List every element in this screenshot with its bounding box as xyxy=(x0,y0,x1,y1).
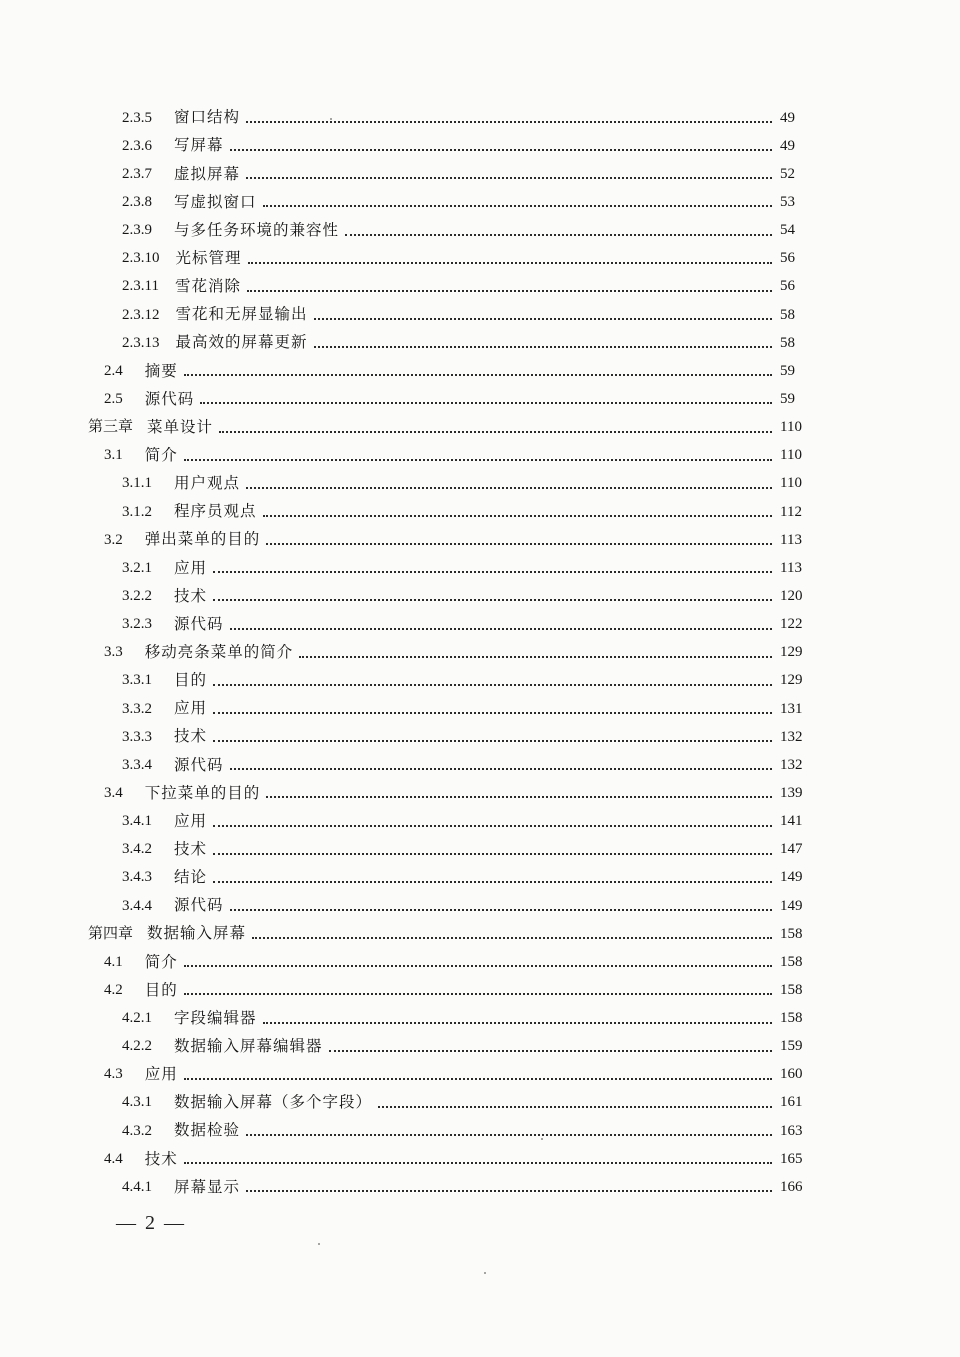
dot-leader xyxy=(219,431,772,433)
toc-entry-page-number: 163 xyxy=(780,1122,803,1139)
dot-leader xyxy=(230,909,772,911)
toc-entry xyxy=(0,301,960,329)
toc-entry xyxy=(0,1145,960,1173)
dot-leader xyxy=(184,993,772,995)
toc-entry-title: 移动亮条菜单的简介 xyxy=(144,642,294,661)
toc-entry-page-number: 110 xyxy=(780,419,802,436)
toc-entry-page-number: 110 xyxy=(780,475,802,492)
dot-leader xyxy=(184,1078,772,1080)
toc-entry-title: 下拉菜单的目的 xyxy=(144,783,261,802)
toc-entry-title: 数据输入屏幕编辑器 xyxy=(174,1036,323,1055)
toc-entry-page-number: 49 xyxy=(780,109,795,126)
toc-entry-page-number: 113 xyxy=(780,559,802,576)
toc-entry-page-number: 112 xyxy=(780,503,802,520)
dot-leader xyxy=(263,515,772,517)
dot-leader xyxy=(246,177,772,179)
table-of-contents xyxy=(0,104,960,1201)
toc-entry-number: 3.1 xyxy=(104,447,123,464)
toc-entry-page-number: 132 xyxy=(780,728,803,745)
toc-entry xyxy=(0,498,960,526)
toc-entry-title: 应用 xyxy=(174,699,208,718)
toc-entry-number: 3.1.1 xyxy=(122,475,152,492)
toc-entry-title: 弹出菜单的目的 xyxy=(144,530,261,549)
toc-entry xyxy=(0,104,960,132)
toc-entry-page-number: 147 xyxy=(780,841,803,858)
toc-entry-page-number: 149 xyxy=(780,869,803,886)
toc-entry-number: 3.2.3 xyxy=(122,616,152,633)
toc-entry-title: 应用 xyxy=(144,1065,178,1084)
dot-leader xyxy=(329,1050,772,1052)
toc-entry xyxy=(0,779,960,807)
toc-entry-page-number: 159 xyxy=(780,1038,803,1055)
toc-entry-number: 3.3.3 xyxy=(122,728,152,745)
dot-leader xyxy=(213,825,772,827)
dot-leader xyxy=(184,459,772,461)
dot-leader xyxy=(213,571,772,573)
dot-leader xyxy=(230,149,772,151)
toc-entry xyxy=(0,414,960,442)
dot-leader xyxy=(246,1190,772,1192)
toc-entry-title: 源代码 xyxy=(144,389,195,408)
toc-entry xyxy=(0,723,960,751)
dot-leader xyxy=(246,1134,772,1136)
dot-leader xyxy=(314,318,772,320)
toc-entry-title: 写屏幕 xyxy=(174,136,224,155)
toc-entry xyxy=(0,526,960,554)
toc-entry-number: 3.3.2 xyxy=(122,700,152,717)
toc-entry-page-number: 129 xyxy=(780,644,803,661)
dot-leader xyxy=(248,262,772,264)
dot-leader xyxy=(252,937,772,939)
toc-entry xyxy=(0,273,960,301)
toc-entry-number: 4.2.1 xyxy=(122,1010,152,1027)
toc-entry xyxy=(0,245,960,273)
toc-entry-page-number: 158 xyxy=(780,1010,803,1027)
toc-entry-title: 写虚拟窗口 xyxy=(174,192,257,211)
toc-entry-title: 数据输入屏幕 xyxy=(147,924,247,943)
toc-entry xyxy=(0,976,960,1004)
toc-entry-number: 3.4.1 xyxy=(122,813,152,830)
toc-entry-number: 2.3.10 xyxy=(122,250,160,267)
toc-entry-number: 4.3.1 xyxy=(122,1094,152,1111)
toc-entry-number: 2.3.5 xyxy=(122,109,152,126)
toc-entry-title: 目的 xyxy=(144,980,178,999)
toc-entry-page-number: 59 xyxy=(780,362,795,379)
toc-entry-page-number: 149 xyxy=(780,897,803,914)
toc-entry-number: 3.3.4 xyxy=(122,756,152,773)
toc-entry xyxy=(0,639,960,667)
dot-leader xyxy=(184,965,772,967)
toc-entry-number: 3.4.3 xyxy=(122,869,152,886)
toc-entry xyxy=(0,808,960,836)
toc-entry-title: 技术 xyxy=(174,727,208,746)
toc-entry-page-number: 120 xyxy=(780,587,803,604)
toc-entry xyxy=(0,329,960,357)
toc-entry-page-number: 54 xyxy=(780,222,795,239)
toc-entry-number: 4.1 xyxy=(104,953,123,970)
dot-leader xyxy=(200,402,772,404)
toc-entry-title: 用户观点 xyxy=(174,474,241,493)
toc-entry-title: 技术 xyxy=(174,839,208,858)
dot-leader xyxy=(230,768,772,770)
toc-entry-number: 2.3.7 xyxy=(122,165,152,182)
toc-entry-number: 第四章 xyxy=(88,925,134,942)
toc-entry-page-number: 113 xyxy=(780,531,802,548)
toc-entry xyxy=(0,864,960,892)
toc-entry-number: 4.2.2 xyxy=(122,1038,152,1055)
dot-leader xyxy=(266,796,772,798)
toc-entry-title: 目的 xyxy=(174,671,208,690)
toc-entry-title: 技术 xyxy=(144,1149,178,1168)
toc-entry xyxy=(0,385,960,413)
toc-entry-page-number: 56 xyxy=(780,278,795,295)
toc-entry-title: 与多任务环境的兼容性 xyxy=(174,220,340,239)
toc-entry-number: 4.3 xyxy=(104,1066,123,1083)
toc-entry-page-number: 158 xyxy=(780,953,803,970)
toc-entry-number: 2.3.9 xyxy=(122,222,152,239)
dot-leader xyxy=(314,346,772,348)
toc-entry-number: 2.3.8 xyxy=(122,193,152,210)
toc-entry-title: 数据输入屏幕（多个字段） xyxy=(174,1093,373,1112)
toc-entry-page-number: 132 xyxy=(780,756,803,773)
toc-entry-number: 3.3 xyxy=(104,644,123,661)
toc-entry-page-number: 161 xyxy=(780,1094,803,1111)
toc-entry-title: 菜单设计 xyxy=(147,417,214,436)
toc-entry xyxy=(0,1117,960,1145)
toc-entry-number: 3.1.2 xyxy=(122,503,152,520)
toc-entry-page-number: 53 xyxy=(780,193,795,210)
scan-speck xyxy=(484,1272,486,1274)
toc-entry-page-number: 129 xyxy=(780,672,803,689)
toc-entry-number: 3.3.1 xyxy=(122,672,152,689)
dot-leader xyxy=(213,712,772,714)
dot-leader xyxy=(263,205,772,207)
toc-entry-number: 3.2.2 xyxy=(122,587,152,604)
toc-entry-title: 雪花消除 xyxy=(174,277,241,296)
dot-leader xyxy=(213,740,772,742)
toc-entry-number: 4.2 xyxy=(104,981,123,998)
toc-entry-title: 结论 xyxy=(174,868,208,887)
scan-speck xyxy=(330,118,332,120)
scan-speck xyxy=(541,1138,543,1140)
toc-entry-page-number: 158 xyxy=(780,925,803,942)
toc-entry xyxy=(0,1061,960,1089)
toc-entry xyxy=(0,667,960,695)
dot-leader xyxy=(247,290,772,292)
toc-entry-title: 应用 xyxy=(174,558,208,577)
toc-entry-page-number: 49 xyxy=(780,137,795,154)
dot-leader xyxy=(378,1106,772,1108)
toc-entry-title: 简介 xyxy=(144,446,178,464)
toc-entry xyxy=(0,1005,960,1033)
toc-entry xyxy=(0,751,960,779)
toc-entry-page-number: 110 xyxy=(780,447,802,464)
toc-entry xyxy=(0,836,960,864)
toc-entry-title: 光标管理 xyxy=(175,249,242,268)
toc-entry-page-number: 141 xyxy=(780,813,803,830)
dot-leader xyxy=(213,853,772,855)
toc-entry-number: 4.4 xyxy=(104,1150,123,1167)
dot-leader xyxy=(266,543,772,545)
toc-entry xyxy=(0,948,960,976)
toc-entry-page-number: 122 xyxy=(780,616,803,633)
toc-entry xyxy=(0,188,960,216)
toc-entry xyxy=(0,132,960,160)
toc-entry-number: 第三章 xyxy=(88,419,134,436)
toc-entry xyxy=(0,582,960,610)
toc-entry-number: 2.5 xyxy=(104,390,123,407)
dot-leader xyxy=(184,374,772,376)
toc-entry-page-number: 58 xyxy=(780,334,795,351)
toc-entry-title: 摘要 xyxy=(144,361,178,380)
toc-entry-title: 程序员观点 xyxy=(174,502,257,521)
toc-entry-title: 数据检验 xyxy=(174,1121,241,1140)
toc-entry-title: 最高效的屏幕更新 xyxy=(175,333,308,352)
toc-entry-title: 源代码 xyxy=(174,614,224,633)
dot-leader xyxy=(246,487,772,489)
dot-leader xyxy=(246,121,772,123)
toc-entry-number: 3.4 xyxy=(104,784,123,801)
toc-entry-title: 雪花和无屏显输出 xyxy=(175,305,308,324)
toc-entry xyxy=(0,442,960,470)
toc-entry-page-number: 56 xyxy=(780,250,795,267)
toc-entry-title: 窗口结构 xyxy=(174,108,241,127)
toc-entry-number: 2.3.12 xyxy=(122,306,160,323)
dot-leader xyxy=(345,234,772,236)
toc-entry xyxy=(0,920,960,948)
toc-entry xyxy=(0,217,960,245)
toc-entry-number: 2.3.13 xyxy=(122,334,160,351)
toc-entry xyxy=(0,695,960,723)
dot-leader xyxy=(213,599,772,601)
toc-entry-title: 技术 xyxy=(174,586,208,605)
toc-entry xyxy=(0,1173,960,1201)
page-number-footer: — 2 — xyxy=(116,1212,186,1234)
toc-entry-page-number: 139 xyxy=(780,784,803,801)
toc-entry xyxy=(0,160,960,188)
toc-entry-page-number: 165 xyxy=(780,1150,803,1167)
toc-entry-page-number: 160 xyxy=(780,1066,803,1083)
toc-entry-title: 应用 xyxy=(174,811,208,830)
toc-entry-number: 2.3.6 xyxy=(122,137,152,154)
toc-entry-number: 2.4 xyxy=(104,362,123,379)
toc-entry xyxy=(0,1033,960,1061)
toc-entry-title: 虚拟屏幕 xyxy=(174,164,241,183)
dot-leader xyxy=(213,881,772,883)
toc-entry-title: 源代码 xyxy=(174,896,224,915)
toc-entry-title: 源代码 xyxy=(174,755,224,774)
toc-entry-page-number: 166 xyxy=(780,1178,803,1195)
toc-entry xyxy=(0,554,960,582)
dot-leader xyxy=(299,656,772,658)
scan-speck xyxy=(318,1243,320,1245)
toc-entry-page-number: 158 xyxy=(780,981,803,998)
dot-leader xyxy=(230,628,772,630)
toc-entry-title: 字段编辑器 xyxy=(174,1008,257,1027)
toc-entry-number: 4.3.2 xyxy=(122,1122,152,1139)
toc-entry xyxy=(0,1089,960,1117)
toc-entry-number: 3.4.2 xyxy=(122,841,152,858)
toc-entry xyxy=(0,611,960,639)
toc-entry-page-number: 59 xyxy=(780,390,795,407)
toc-entry-number: 2.3.11 xyxy=(122,278,159,295)
toc-entry xyxy=(0,892,960,920)
toc-entry xyxy=(0,470,960,498)
toc-entry-page-number: 52 xyxy=(780,165,795,182)
toc-entry-title: 简介 xyxy=(144,952,178,971)
toc-entry-number: 3.2.1 xyxy=(122,559,152,576)
toc-entry-number: 3.4.4 xyxy=(122,897,152,914)
dot-leader xyxy=(263,1022,772,1024)
dot-leader xyxy=(184,1162,772,1164)
toc-entry-number: 3.2 xyxy=(104,531,123,548)
toc-entry-page-number: 131 xyxy=(780,700,803,717)
toc-entry xyxy=(0,357,960,385)
toc-entry-number: 4.4.1 xyxy=(122,1178,152,1195)
toc-entry-title: 屏幕显示 xyxy=(174,1177,241,1196)
toc-entry-page-number: 58 xyxy=(780,306,795,323)
dot-leader xyxy=(213,684,772,686)
